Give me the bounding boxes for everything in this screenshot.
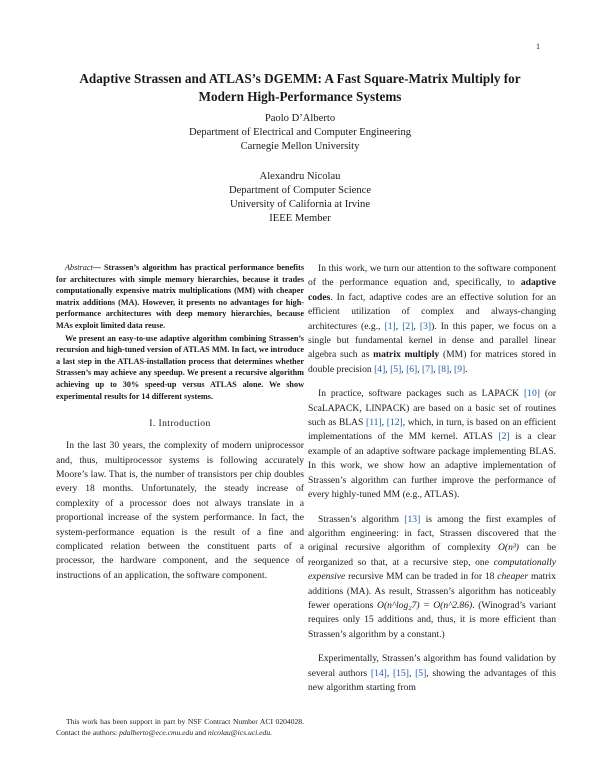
citation-link[interactable]: [11] — [366, 417, 382, 429]
text-span: . (Winograd’s variant requires only 15 additions and, thus, it is more efficient than Strassen’s algorithm by a constant.) — [308, 599, 557, 640]
page-number: 1 — [536, 42, 540, 51]
text-span: In this work, we turn our attention to the software component of the performance equation and, specifically, to — [308, 263, 556, 289]
citation-link[interactable]: [2] — [498, 431, 510, 443]
author-block-1 — [40, 112, 560, 154]
body-paragraph: In this work, we turn our attention to the software component of the performance equation and, specifically, to adaptive codes. In fact, adaptive codes are an effective solution for an efficient utilization of complex and always-changing architectures (e.g., [1], [2], [3]). In this paper, we focus on a single but fundamental kernel in dense and parallel linear algebra such as matrix multiply (MM) for matrices stored in double precision [4], [5], [6], [7], [8], [9]. — [308, 263, 556, 375]
citation-link[interactable]: [14] — [370, 667, 387, 679]
footnote-email: nicolau@ics.uci.edu. — [207, 727, 273, 737]
citation-link[interactable]: [4] — [374, 363, 386, 375]
math-strassen-complexity: O(n^log₂7) = O(n^2.86) — [377, 599, 473, 611]
text-span: In practice, software packages such as LAPACK — [318, 388, 520, 400]
text-span: (MM) for matrices stored in double precision — [308, 349, 556, 375]
text-span: , showing the advantages of this new algorithm starting from — [308, 667, 557, 693]
text-span: , — [395, 320, 399, 332]
emphasis-matrix-multiply: matrix multiply — [373, 349, 440, 361]
author-name: Paolo D’Alberto — [264, 113, 336, 124]
citation-link[interactable]: [13] — [404, 513, 421, 525]
text-span: matrix additions (MA). As result, Strassen’s algorithm has noticeably fewer operations — [308, 571, 556, 611]
text-span: Experimentally, Strassen’s algorithm has found validation by several authors — [308, 653, 556, 679]
emphasis-cheaper: cheaper — [497, 571, 529, 583]
citation-link[interactable]: [5] — [415, 667, 427, 679]
right-column — [308, 262, 556, 705]
text-span: can be reorganized so that, at a recursive step, one — [308, 542, 556, 568]
citation-link[interactable]: [10] — [523, 388, 540, 400]
text-span: recursive MM can be traded in for 18 — [348, 571, 495, 583]
author-affiliation: University of California at Irvine — [229, 199, 371, 210]
author-name: Alexandru Nicolau — [259, 171, 341, 182]
citation-link[interactable]: [1] — [384, 320, 396, 332]
abstract-dash: — — [92, 263, 101, 272]
text-span: . In fact, adaptive codes are an effective solution for an efficient utilization of complex and always-changing architectures (e.g., — [308, 291, 556, 332]
citation-link[interactable]: [12] — [386, 417, 403, 429]
footnote-text: This work has been support in part by NSF Contract Number ACI 0204028. Contact the authors: — [56, 717, 304, 737]
author-affiliation: Carnegie Mellon University — [240, 141, 360, 152]
author-affiliation: IEEE Member — [269, 213, 331, 224]
text-span: is a clear example of an adaptive software package implementing BLAS. In this work, we show how an adaptive implementation of Strassen’s algorithm can further improve the performance of every highly-tuned MM (e.g., ATLAS). — [308, 431, 557, 501]
abstract-label: Abstract — [65, 263, 93, 272]
emphasis-computationally-expensive: computationally expensive — [308, 556, 557, 583]
citation-link[interactable]: [3] — [419, 320, 432, 332]
text-span: Strassen’s algorithm — [318, 513, 399, 525]
left-column — [56, 262, 304, 593]
body-paragraph: In practice, software packages such as LAPACK [10] (or ScaLAPACK, LINPACK) are based on a basic set of routines such as BLAS [11], [12], which, in turn, is based on an efficient implementations of the MM kernel. ATLAS [2] is a clear example of an adaptive software package implementing BLAS. In this work, we show how an adaptive implementation of Strassen’s algorithm can further improve the performance of every highly-tuned MM (e.g., ATLAS). — [308, 388, 557, 501]
section-heading: I. Introduction — [149, 418, 211, 430]
citation-link[interactable]: [8] — [438, 363, 450, 375]
text-span: ). In this paper, we focus on a single but fundamental kernel in dense and parallel linear algebra such as — [308, 320, 556, 361]
math-complexity: O(n³) — [498, 542, 519, 554]
abstract-paragraph — [56, 262, 304, 332]
footnote — [56, 717, 304, 739]
title-line-2: Modern High-Performance Systems — [198, 89, 402, 104]
title-line-1: Adaptive Strassen and ATLAS’s DGEMM: A Fast Square-Matrix Multiply for — [79, 71, 521, 86]
citation-link[interactable]: [15] — [392, 667, 409, 679]
abstract-paragraph: We present an easy-to-use adaptive algorithm combining Strassen’s recursion and high-tuned version of ATLAS MM. In fact, we introduce a last step in the ATLAS-installation process that determines whether Strassen’s may achieve any speedup. We present a recursive algorithm achieving up to 30% speed-up versus ATLAS alone. We show experimental results for 14 different systems. — [56, 333, 304, 401]
text-span: (or ScaLAPACK, LINPACK) are based on a basic set of routines such as BLAS — [308, 388, 556, 429]
introduction-body — [56, 439, 304, 583]
author-affiliation: Department of Electrical and Computer Engineering — [188, 127, 412, 138]
citation-link[interactable]: [9] — [454, 363, 466, 375]
text-span: is among the first examples of algorithm engineering: in fact, Strassen discovered that the original recursive algorithm of complexity — [308, 513, 557, 554]
citation-link[interactable]: [6] — [406, 363, 418, 375]
author-block-2 — [40, 170, 560, 226]
body-paragraph: Experimentally, Strassen’s algorithm has found validation by several authors [14], [15], [5], showing the advantages of this new algorithm starting from — [308, 653, 557, 693]
footnote-email: pdalberto@ece.cmu.edu — [119, 727, 194, 737]
paper-title — [40, 70, 560, 106]
author-affiliation: Department of Computer Science — [228, 185, 372, 196]
citation-link[interactable]: [7] — [422, 363, 434, 375]
text-span: which, in turn, is based on an efficient implementations of the MM kernel. ATLAS — [308, 417, 557, 443]
citation-link[interactable]: [2] — [402, 320, 414, 332]
footnote-and: and — [195, 727, 206, 737]
body-paragraph: In the last 30 years, the complexity of modern uniprocessor and, thus, multiprocessor systems is following accurately Moore’s law. That is, the number of transistors per chip doubles every 18 months. Unfortunately, the steady increase of complexity of a processor does not always translate in a proportional increase of the system performance. In fact, the system-performance equation is the result of a fine and complicated relation between the constituent parts of a processor, the hardware component, and the sequence of instructions of an application, the software component. — [56, 440, 304, 581]
citation-link[interactable]: [5] — [390, 363, 402, 375]
abstract — [56, 262, 304, 402]
emphasis-adaptive-codes: adaptive codes — [308, 277, 556, 303]
body-paragraph — [308, 513, 556, 643]
abstract-text: Strassen’s algorithm has practical performance benefits for architectures with simple memory hierarchies, because it trades computationally expensive matrix multiplications (MM) with cheaper matrix additions (MA). However, it presents no advantages for high-performance architectures with deep memory hierarchies, because MAs exploit limited data reuse. — [56, 263, 304, 330]
text-span: , — [413, 320, 416, 332]
